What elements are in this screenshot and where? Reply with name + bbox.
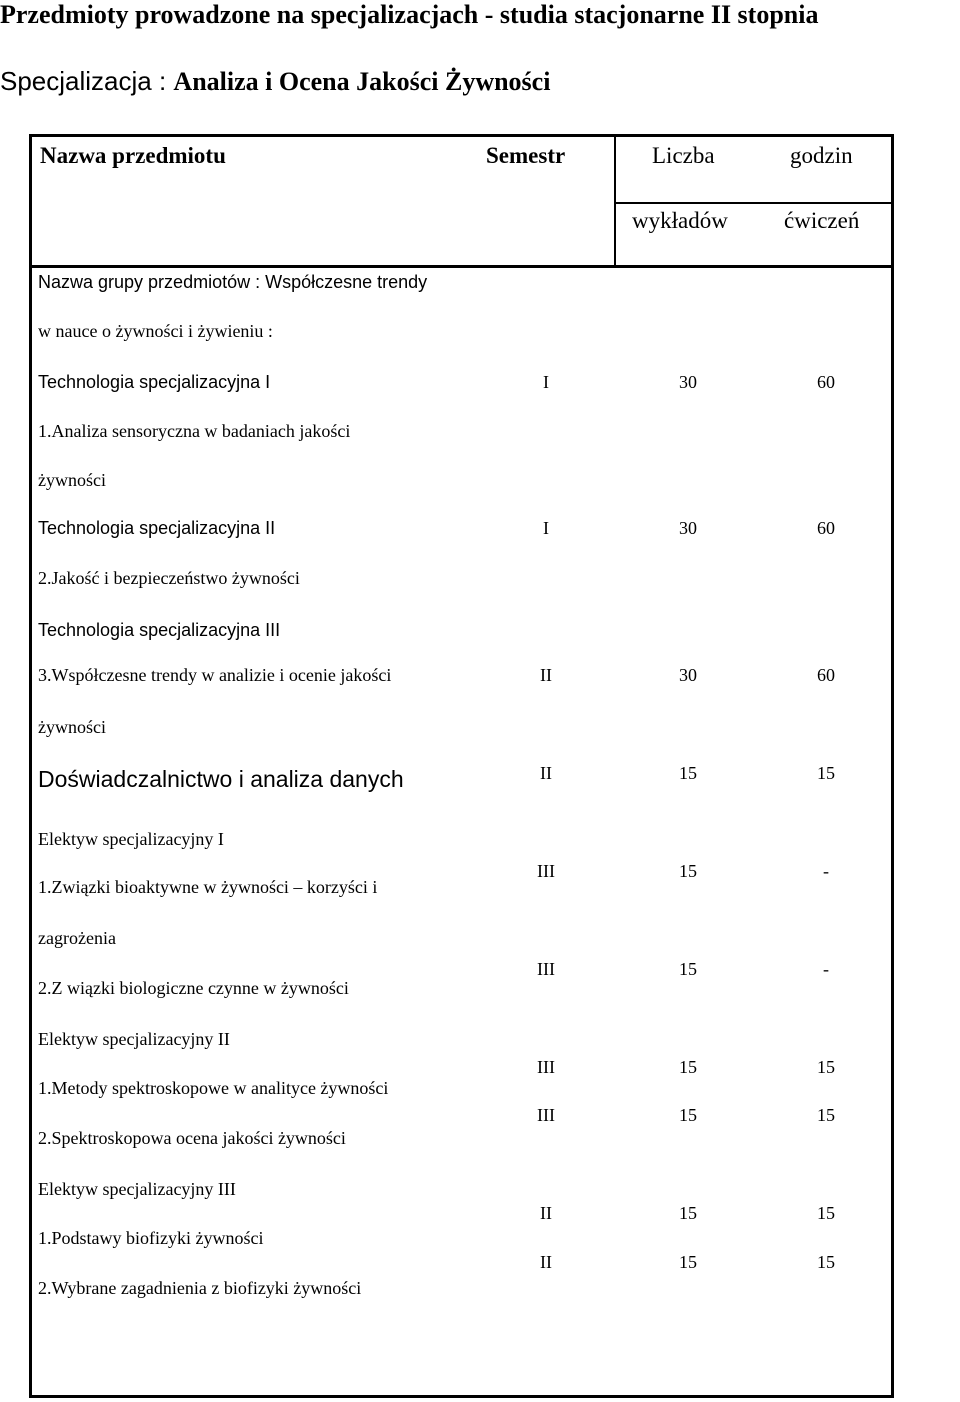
specialization-label: Specjalizacja : — [0, 66, 174, 96]
semester-value: III — [537, 959, 555, 979]
subject-name: 1.Podstawy biofizyki żywności — [38, 1228, 264, 1248]
subject-name: żywności — [38, 470, 106, 490]
lectures-value: 15 — [679, 861, 697, 881]
semester-value: II — [540, 665, 552, 685]
exercises-value: - — [823, 959, 829, 979]
header-exercises: ćwiczeń — [784, 208, 860, 233]
subject-name: 2.Wybrane zagadnienia z biofizyki żywności — [38, 1278, 362, 1298]
subject-group-title: Technologia specjalizacyjna III — [38, 620, 281, 640]
table-border-top — [29, 134, 894, 137]
specialization-heading — [0, 66, 550, 97]
table-divider-hours — [614, 202, 894, 204]
subject-group-title: Technologia specjalizacyjna I — [38, 372, 271, 392]
semester-value: II — [540, 1203, 552, 1223]
semester-value: I — [543, 518, 549, 538]
subject-name: żywności — [38, 717, 106, 737]
exercises-value: 60 — [817, 665, 835, 685]
lectures-value: 15 — [679, 1105, 697, 1125]
subject-group-title: Technologia specjalizacyjna II — [38, 518, 276, 538]
semester-value: III — [537, 1105, 555, 1125]
exercises-value: 15 — [817, 1057, 835, 1077]
table-border-bottom — [29, 1395, 894, 1398]
specialization-name: Analiza i Ocena Jakości Żywności — [173, 67, 551, 96]
lectures-value: 15 — [679, 763, 697, 783]
exercises-value: 15 — [817, 1203, 835, 1223]
lectures-value: 15 — [679, 1203, 697, 1223]
semester-value: II — [540, 1252, 552, 1272]
semester-value: II — [540, 763, 552, 783]
lectures-value: 30 — [679, 518, 697, 538]
lectures-value: 15 — [679, 1252, 697, 1272]
subject-name: 2.Spektroskopowa ocena jakości żywności — [38, 1128, 346, 1148]
subject-name: 2.Jakość i bezpieczeństwo żywności — [38, 568, 300, 588]
semester-value: III — [537, 861, 555, 881]
page-title: Przedmioty prowadzone na specjalizacjach - studia stacjonarne II stopnia — [0, 0, 819, 29]
header-semester: Semestr — [486, 143, 566, 168]
table-border-left — [29, 134, 32, 1398]
subject-name: 2.Z wiązki biologiczne czynne w żywności — [38, 978, 349, 998]
subject-name: 1.Metody spektroskopowe w analityce żywności — [38, 1078, 389, 1098]
group-name-line: Nazwa grupy przedmiotów : Współczesne trendy — [38, 272, 428, 292]
header-hours: godzin — [790, 143, 853, 168]
header-lectures: wykładów — [632, 208, 728, 233]
lectures-value: 30 — [679, 372, 697, 392]
elective-group-title: Elektyw specjalizacyjny II — [38, 1029, 230, 1049]
exercises-value: 60 — [817, 372, 835, 392]
table-divider-semester — [614, 134, 616, 268]
exercises-value: - — [823, 861, 829, 881]
subject-name: 3.Współczesne trendy w analizie i ocenie jakości — [38, 665, 392, 685]
subject-name: 1.Analiza sensoryczna w badaniach jakości — [38, 421, 351, 441]
exercises-value: 60 — [817, 518, 835, 538]
lectures-value: 30 — [679, 665, 697, 685]
lectures-value: 15 — [679, 959, 697, 979]
exercises-value: 15 — [817, 1252, 835, 1272]
semester-value: I — [543, 372, 549, 392]
exercises-value: 15 — [817, 763, 835, 783]
header-count: Liczba — [652, 143, 715, 168]
table-border-header — [29, 265, 894, 268]
table-border-right — [891, 134, 894, 1398]
elective-group-title: Elektyw specjalizacyjny I — [38, 829, 224, 849]
lectures-value: 15 — [679, 1057, 697, 1077]
subject-name: Doświadczalnictwo i analiza danych — [38, 766, 404, 792]
header-subject: Nazwa przedmiotu — [40, 143, 226, 168]
elective-group-title: Elektyw specjalizacyjny III — [38, 1179, 236, 1199]
group-name-line: w nauce o żywności i żywieniu : — [38, 321, 273, 341]
subject-name: 1.Związki bioaktywne w żywności – korzyści i — [38, 877, 378, 897]
subject-name: zagrożenia — [38, 928, 116, 948]
semester-value: III — [537, 1057, 555, 1077]
exercises-value: 15 — [817, 1105, 835, 1125]
